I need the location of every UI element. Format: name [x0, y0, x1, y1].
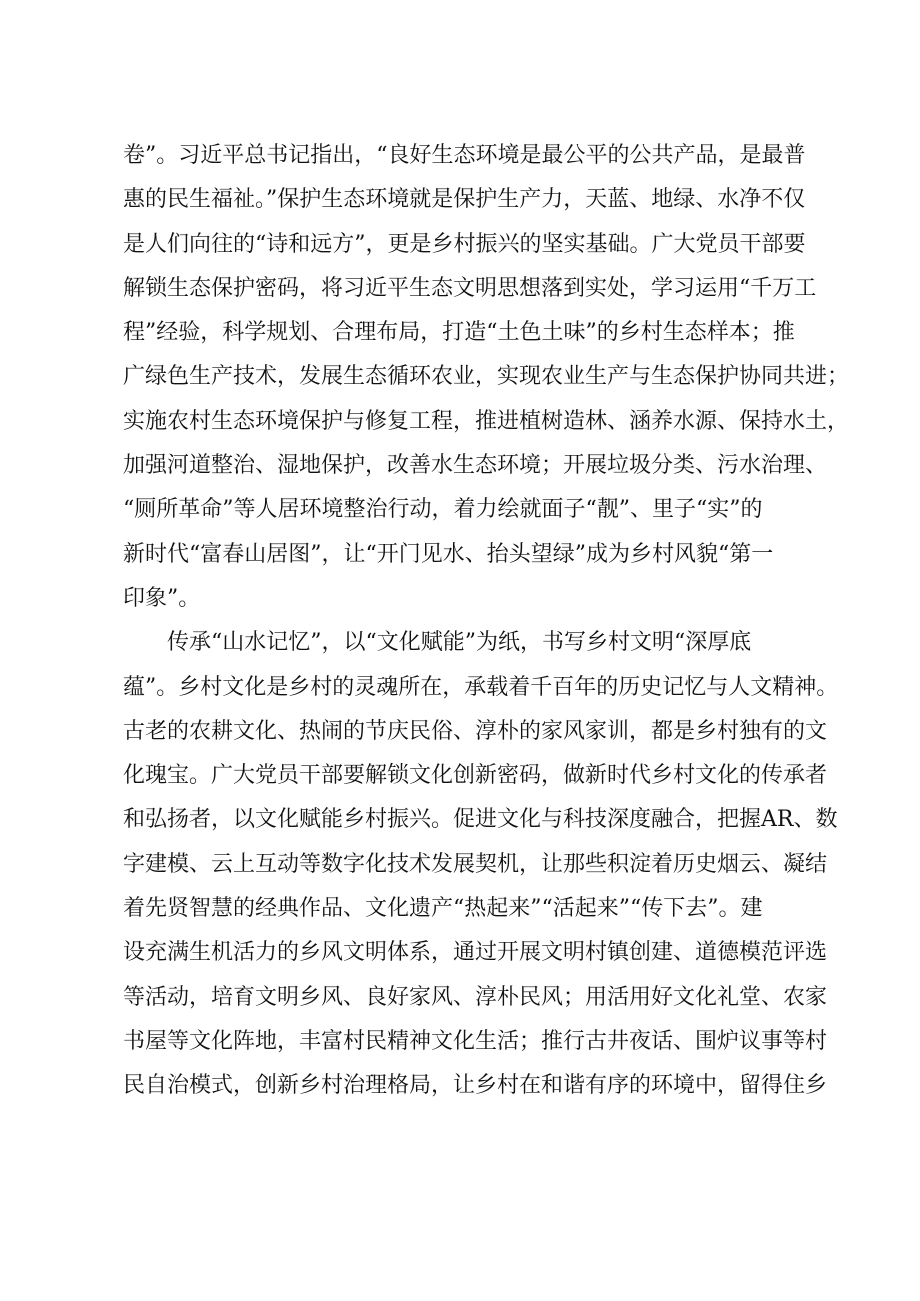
- paragraph-2-line: 民自治模式，创新乡村治理格局，让乡村在和谐有序的环境中，留得住乡: [123, 1073, 828, 1099]
- document-body: [123, 134, 850, 1109]
- paragraph-2-line: 古老的农耕文化、热闹的节庆民俗、淳朴的家风家训，都是乡村独有的文: [123, 718, 828, 744]
- paragraph-1-line: 是人们向往的“诗和远方”，更是乡村振兴的坚实基础。广大党员干部要: [123, 231, 806, 257]
- paragraph-1-line: 实施农村生态环境保护与修复工程，推进植树造林、涵养水源、保持水土，: [123, 408, 850, 434]
- paragraph-2-line: 等活动，培育文明乡风、良好家风、淳朴民风；用活用好文化礼堂、农家: [123, 984, 828, 1010]
- paragraph-2: [123, 621, 839, 1108]
- paragraph-1-line: “厕所革命”等人居环境整治行动，着力绘就面子“靓”、里子“实”的: [123, 497, 763, 523]
- paragraph-2-line: 化瑰宝。广大党员干部要解锁文化创新密码，做新时代乡村文化的传承者: [123, 763, 828, 789]
- paragraph-1-line: 广绿色生产技术，发展生态循环农业，实现农业生产与生态保护协同共进；: [123, 364, 850, 390]
- paragraph-2-line: 和弘扬者，以文化赋能乡村振兴。促进文化与科技深度融合，把握AR、数: [123, 807, 838, 833]
- paragraph-1-line: 程”经验，科学规划、合理布局，打造“土色土味”的乡村生态样本；推: [123, 320, 795, 346]
- paragraph-1-line: 新时代“富春山居图”，让“开门见水、抬头望绿”成为乡村风貌“第一: [123, 541, 774, 567]
- paragraph-2-line: 字建模、云上互动等数字化技术发展契机，让那些积淀着历史烟云、凝结: [123, 851, 828, 877]
- paragraph-1-line: 印象”。: [123, 585, 201, 611]
- paragraph-1-line: 惠的民生福祉。”保护生态环境就是保护生产力，天蓝、地绿、水净不仅: [123, 187, 806, 213]
- paragraph-2-line: 着先贤智慧的经典作品、文化遗产“热起来”“活起来”“传下去”。建: [123, 896, 763, 922]
- paragraph-1-line: 加强河道整治、湿地保护，改善水生态环境；开展垃圾分类、污水治理、: [123, 453, 828, 479]
- paragraph-1: [123, 134, 850, 621]
- paragraph-2-line: 书屋等文化阵地，丰富村民精神文化生活；推行古井夜话、围炉议事等村: [123, 1028, 828, 1054]
- paragraph-2-line: 传承“山水记忆”，以“文化赋能”为纸，书写乡村文明“深厚底: [123, 630, 752, 656]
- paragraph-2-line: 蕴”。乡村文化是乡村的灵魂所在，承载着千百年的历史记忆与人文精神。: [123, 674, 839, 700]
- paragraph-2-line: 设充满生机活力的乡风文明体系，通过开展文明村镇创建、道德模范评选: [123, 940, 828, 966]
- paragraph-1-line: 卷”。习近平总书记指出，“良好生态环境是最公平的公共产品，是最普: [123, 143, 806, 168]
- paragraph-1-line: 解锁生态保护密码，将习近平生态文明思想落到实处，学习运用“千万工: [123, 275, 817, 301]
